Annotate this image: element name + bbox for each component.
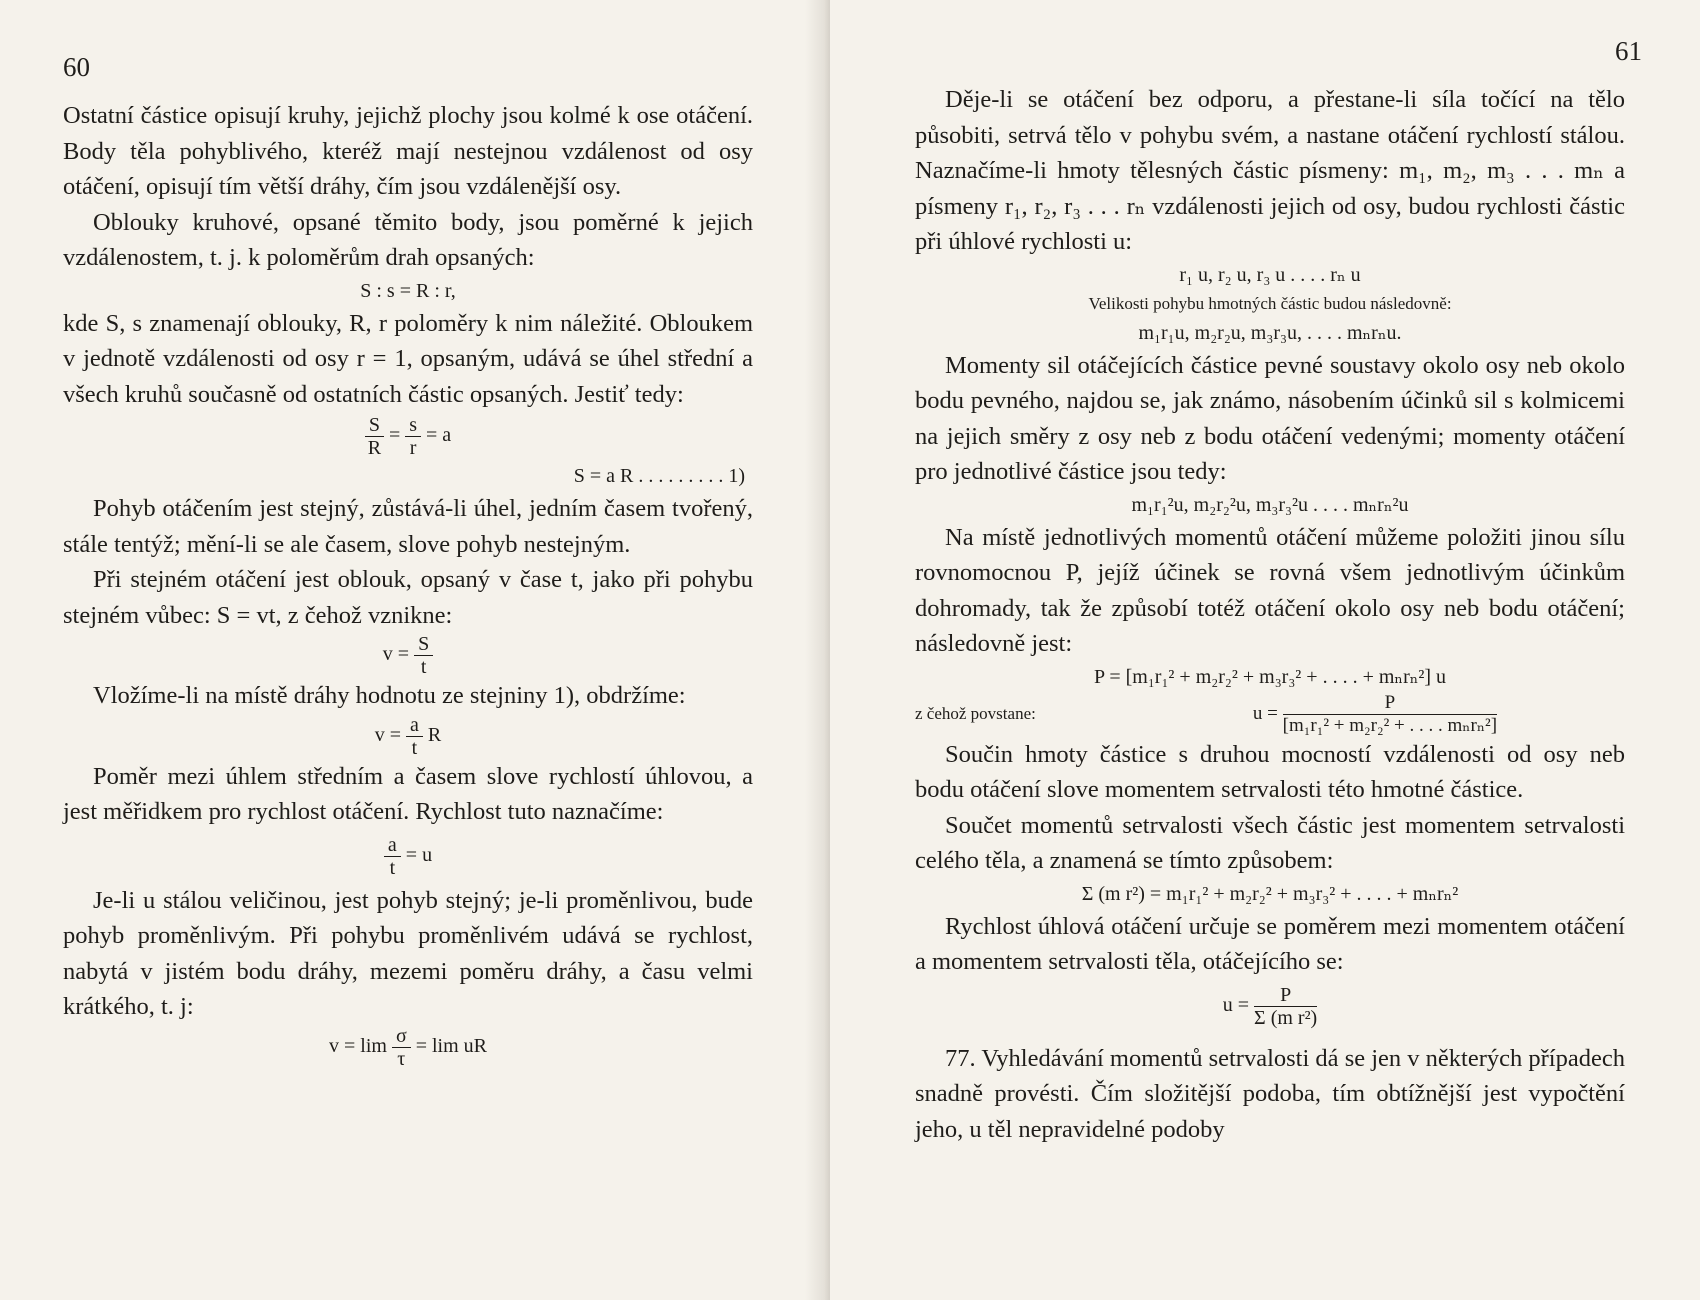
fraction-numerator: a [384, 834, 401, 857]
paragraph: 77. Vyhledávání momentů setrvalosti dá se jen v některých případech snadně provésti. Čím složitější podoba, tím obtížnější jest vypočtění jeho, u těl nepravidelné podoby [915, 1044, 1625, 1143]
fraction [1254, 984, 1317, 1029]
formula [63, 714, 753, 759]
paragraph: Vložíme-li na místě dráhy hodnotu ze stejniny 1), obdržíme: [93, 682, 686, 709]
formula-label: z čehož povstane: [915, 704, 1036, 724]
fraction [414, 633, 433, 678]
fraction-denominator: τ [397, 1047, 406, 1070]
page-number-left: 60 [63, 52, 90, 82]
fraction-numerator: P [1254, 984, 1317, 1007]
fraction [384, 834, 401, 879]
fraction-denominator: r [409, 437, 417, 459]
fraction [406, 714, 423, 759]
fraction-numerator: σ [392, 1025, 411, 1048]
formula: S : s = R : r, [360, 279, 456, 302]
left-page-text [63, 98, 753, 1070]
fraction-numerator: P [1283, 692, 1497, 715]
formula: Σ (m r²) = m₁r₁² + m₂r₂² + m₃r₃² + . . . . + mₙrₙ² [1081, 882, 1459, 905]
formula-numbered: S = a R . . . . . . . . . 1) [573, 465, 745, 487]
fraction-denominator: t [411, 736, 418, 759]
fraction [405, 414, 421, 459]
fraction-denominator: R [367, 437, 382, 459]
formula [1125, 692, 1625, 737]
fraction-numerator: a [406, 714, 423, 737]
formula-lhs: v = [374, 723, 402, 746]
formula-rhs: = u [405, 843, 433, 866]
formula: $\frac{S}{R}$ = $\frac{s}{r}$ = a [63, 414, 753, 459]
formula-lhs: v = lim [328, 1034, 387, 1057]
paragraph: Při stejném otáčení jest oblouk, opsaný v čase t, jako při pohybu stejném vůbec: S = vt, z čehož vznikne: [63, 566, 753, 629]
paragraph: Ostatní částice opisují kruhy, jejichž plochy jsou kolmé k ose otáčení. Body těla pohyblivého, kteréž mají nestejnou vzdálenost od osy otáčení, opisují tím větší dráhy, čím jsou vzdálenější osy. [63, 102, 753, 200]
paragraph: Součin hmoty částice s druhou mocností vzdálenosti od osy neb bodu otáčení slove momentem setrvalosti této hmotné částice. [915, 740, 1625, 803]
paragraph: kde S, s znamenají oblouky, R, r poloměry k nim náležité. Obloukem v jednotě vzdálenosti od osy r = 1, opsaným, udává se úhel střední a všech kruhů současně od ostatních částic opsaných. Jestiť tedy: [63, 309, 753, 408]
formula-rhs: = lim uR [415, 1034, 488, 1057]
fraction-denominator: t [389, 856, 396, 879]
paragraph: Rychlost úhlová otáčení určuje se poměrem mezi momentem otáčení a momentem setrvalosti těla, otáčejícího se: [915, 912, 1625, 975]
paragraph: Děje-li se otáčení bez odporu, a přestane-li síla točící na tělo působiti, setrvá tělo v pohybu svém, a nastane otáčení rychlostí stálou. Naznačíme-li hmoty tělesných částic písmeny: m₁, m₂, m₃ . . . mₙ a písmeny r₁, r₂, r₃ . . . rₙ vzdálenosti jejich od osy, budou rychlosti částic při úhlové rychlosti u: [915, 86, 1625, 255]
fraction [365, 414, 384, 459]
caption-line: Velikosti pohybu hmotných částic budou následovně: [1088, 293, 1452, 313]
formula-rhs: = a [426, 424, 452, 447]
formula: r₁ u, r₂ u, r₃ u . . . . rₙ u [1179, 263, 1361, 286]
paragraph: Momenty sil otáčejících částice pevné soustavy okolo osy neb okolo bodu pevného, najdou se, jak známo, násobením účinků sil s kolmicemi na jejich směry z osy neb z bodu otáčení vedenými; momenty otáčení pro jednotlivé částice jsou tedy: [915, 351, 1625, 485]
paragraph: Oblouky kruhové, opsané těmito body, jsou poměrné k jejich vzdálenostem, t. j. k poloměrům drah opsaných: [63, 208, 753, 271]
fraction [1283, 692, 1497, 737]
fraction-denominator: Σ (m r²) [1254, 1006, 1318, 1029]
paragraph: Je-li u stálou veličinou, jest pohyb stejný; je-li proměnlivou, bude pohyb proměnlivým. Při pohybu proměnlivém udává se rychlost, nabytá v jistém bodu dráhy, mezemi poměru dráhy, a času velmi krátkého, t. j: [63, 886, 753, 1020]
formula-lhs: u = [1252, 702, 1278, 724]
paragraph: Pohyb otáčením jest stejný, zůstává-li úhel, jedním časem tvořený, stále tentýž; mění-li se ale časem, slove pohyb nestejným. [63, 495, 753, 558]
formula [63, 834, 753, 879]
fraction-numerator: S [414, 633, 433, 656]
formula: m₁r₁²u, m₂r₂²u, m₃r₃²u . . . . mₙrₙ²u [1131, 493, 1409, 516]
formula: P = [m₁r₁² + m₂r₂² + m₃r₃² + . . . . + mₙrₙ²] u [1093, 665, 1447, 688]
fraction-denominator: t [420, 656, 427, 678]
formula [63, 1025, 753, 1070]
formula-rhs: R [427, 723, 442, 746]
formula: m₁r₁u, m₂r₂u, m₃r₃u, . . . . mₙrₙu. [1138, 321, 1402, 344]
paragraph: Poměr mezi úhlem středním a časem slove rychlostí úhlovou, a jest měřidkem pro rychlost otáčení. Rychlost tuto naznačíme: [63, 762, 753, 825]
fraction [392, 1025, 411, 1070]
formula [63, 633, 753, 678]
fraction-denominator: [m₁r₁² + m₂r₂² + . . . . mₙrₙ²] [1282, 714, 1498, 736]
left-page [0, 0, 830, 1300]
formula-lhs: v = [382, 643, 410, 666]
paragraph: Součet momentů setrvalosti všech částic jest momentem setrvalosti celého těla, a znamená se tímto způsobem: [915, 811, 1625, 874]
formula-row [915, 692, 1625, 737]
formula-lhs: u = [1222, 993, 1250, 1016]
fraction-numerator: S [365, 414, 384, 437]
paragraph: Na místě jednotlivých momentů otáčení můžeme položiti jinou sílu rovnomocnou P, jejíž účinek se rovná všem jednotlivým účinkům dohromady, tak že způsobí totéž otáčení okolo osy neb bodu otáčení; následovně jest: [915, 523, 1625, 657]
formula [915, 984, 1625, 1029]
right-page [830, 0, 1700, 1300]
right-page-text [915, 82, 1625, 1147]
fraction-numerator: s [405, 414, 421, 437]
page-number-right: 61 [1615, 36, 1642, 66]
